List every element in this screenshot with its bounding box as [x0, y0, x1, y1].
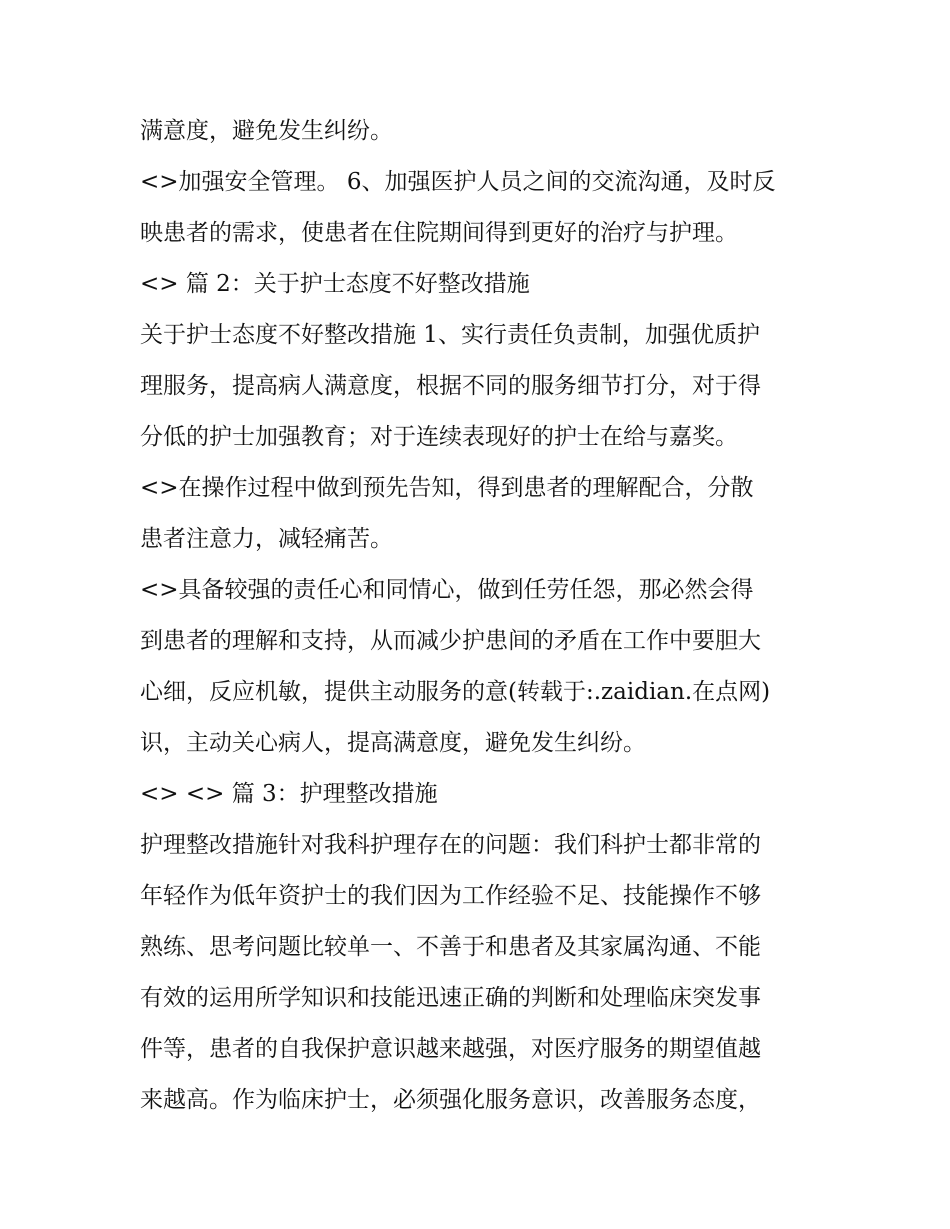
text-line: 年轻作为低年资护士的我们因为工作经验不足、技能操作不够 — [140, 883, 761, 909]
text-line: <>加强安全管理。 6、加强医护人员之间的交流沟通，及时反 — [140, 169, 776, 195]
text-line: 来越高。作为临床护士，必须强化服务意识，改善服务态度， — [140, 1087, 761, 1113]
text-line: <>在操作过程中做到预先告知，得到患者的理解配合，分散 — [140, 475, 754, 501]
text-line: 有效的运用所学知识和技能迅速正确的判断和处理临床突发事 — [140, 985, 761, 1011]
text-line: 映患者的需求，使患者在住院期间得到更好的治疗与护理。 — [140, 220, 738, 246]
text-line: 件等，患者的自我保护意识越来越强，对医疗服务的期望值越 — [140, 1036, 761, 1062]
text-line: 到患者的理解和支持，从而减少护患间的矛盾在工作中要胆大 — [140, 628, 761, 654]
section-heading: <> 篇 2：关于护士态度不好整改措施 — [140, 271, 530, 297]
text-line: 护理整改措施针对我科护理存在的问题：我们科护士都非常的 — [140, 832, 761, 858]
text-line: 关于护士态度不好整改措施 1、实行责任负责制，加强优质护 — [140, 322, 760, 348]
text-line: 心细，反应机敏，提供主动服务的意(转载于:.zaidian.在点网) — [140, 679, 771, 705]
text-line: 识，主动关心病人，提高满意度，避免发生纠纷。 — [140, 730, 646, 756]
text-line: <>具备较强的责任心和同情心，做到任劳任怨，那必然会得 — [140, 577, 754, 603]
text-line: 满意度，避免发生纠纷。 — [140, 118, 393, 144]
document-body — [140, 106, 820, 1126]
text-line: 理服务，提高病人满意度，根据不同的服务细节打分，对于得 — [140, 373, 761, 399]
section-heading: <> <> 篇 3：护理整改措施 — [140, 781, 438, 807]
text-line: 患者注意力，减轻痛苦。 — [140, 526, 393, 552]
text-line: 分低的护士加强教育；对于连续表现好的护士在给与嘉奖。 — [140, 424, 738, 450]
text-line: 熟练、思考问题比较单一、不善于和患者及其家属沟通、不能 — [140, 934, 761, 960]
